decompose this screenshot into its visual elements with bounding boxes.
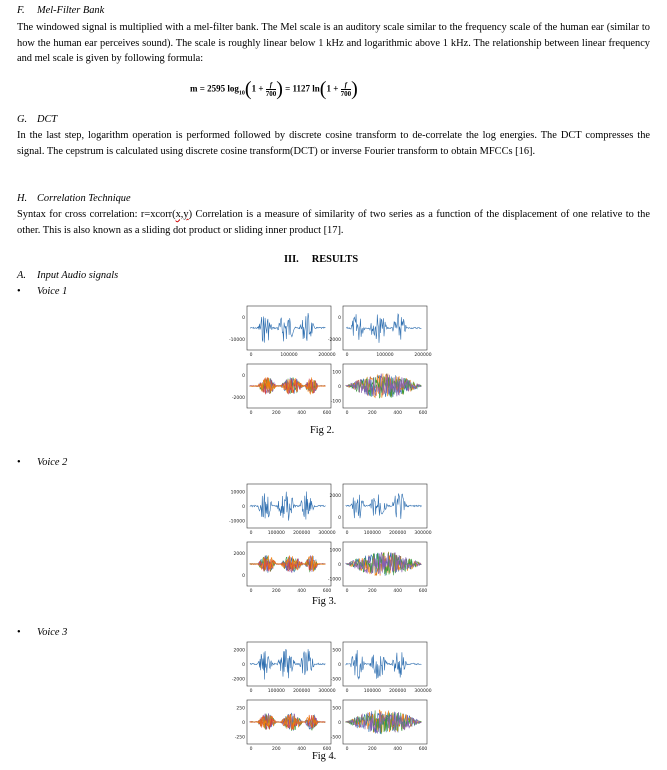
x-tick-label: 200 <box>368 589 377 594</box>
section-h-paragraph <box>17 207 650 238</box>
formula-fraction <box>266 81 277 98</box>
y-tick-label: 0 <box>338 563 341 568</box>
panel-waveform-a <box>229 306 336 358</box>
y-tick-label: -500 <box>330 677 341 683</box>
bullet-dot: • <box>17 627 21 638</box>
formula-one: 1 + <box>251 83 264 94</box>
x-tick-label: 0 <box>249 689 253 694</box>
y-tick-label: 2000 <box>233 648 245 654</box>
formula-frac-num-2: f <box>341 81 352 90</box>
panel-waveform-b <box>330 484 432 536</box>
section-g-title: DCT <box>37 114 58 125</box>
y-tick-label: 0 <box>338 516 341 521</box>
y-tick-label: 0 <box>338 663 341 668</box>
x-tick-label: 200 <box>368 411 377 416</box>
x-tick-label: 200000 <box>318 353 336 358</box>
bullet-voice-3 <box>17 627 67 638</box>
section-h-para-b: x,y <box>175 209 189 220</box>
x-tick-label: 400 <box>393 589 402 594</box>
x-tick-label: 0 <box>345 531 349 536</box>
formula-fraction-2 <box>341 81 352 98</box>
section-h-heading <box>17 193 131 204</box>
panel-features-b <box>328 542 428 594</box>
y-tick-label: 500 <box>332 706 341 712</box>
x-tick-label: 600 <box>322 747 332 752</box>
y-tick-label: 0 <box>338 385 341 390</box>
y-tick-label: 250 <box>236 706 245 712</box>
formula-paren-close-2: ) <box>351 78 358 100</box>
panel-features-a <box>235 700 332 752</box>
x-tick-label: 600 <box>322 589 332 594</box>
x-tick-label: 200 <box>272 747 281 752</box>
voice-1-label: Voice 1 <box>37 286 68 297</box>
panel-waveform-b <box>331 642 432 694</box>
figure-2-panels <box>229 306 432 416</box>
formula-frac-den-2: 700 <box>340 90 352 98</box>
figure-4 <box>215 636 437 754</box>
results-title: RESULTS <box>311 254 359 265</box>
subsection-a-heading <box>17 270 118 281</box>
y-tick-label: 0 <box>242 505 245 510</box>
x-tick-label: 300000 <box>414 531 432 536</box>
x-tick-label: 100000 <box>363 689 381 694</box>
x-tick-label: 200000 <box>389 689 407 694</box>
x-tick-label: 0 <box>345 689 349 694</box>
y-tick-label: 500 <box>332 648 341 654</box>
formula-paren-close: ) <box>276 78 283 100</box>
y-tick-label: 0 <box>242 316 245 321</box>
x-tick-label: 0 <box>249 353 253 358</box>
figure-2 <box>215 300 435 424</box>
section-f-paragraph: The windowed signal is multiplied with a mel-filter bank. The Mel scale is an auditory scale similar to the frequency scale of the human ear (similar to how the human ear perceives sound). The scale is roughly linear below 1 kHz and logarithmic above 1 kHz. The relationship between linear frequency and mel scale is given by following formula: <box>17 22 650 65</box>
x-tick-label: 600 <box>418 589 428 594</box>
bullet-dot: • <box>17 457 21 468</box>
y-tick-label: 0 <box>338 316 341 321</box>
y-tick-label: -10000 <box>229 519 245 525</box>
x-tick-label: 0 <box>345 353 349 358</box>
y-tick-label: 0 <box>242 663 245 668</box>
x-tick-label: 600 <box>418 411 428 416</box>
panel-waveform-a <box>229 484 336 536</box>
section-h-para-c: ) Correlation is a measure of similarity of two series as a function of the displacement of one relative to the other. This is also known as a sliding dot product or sliding inner product [17]. <box>17 209 650 236</box>
section-f-heading <box>17 5 104 16</box>
y-tick-label: 0 <box>242 574 245 579</box>
x-tick-label: 100000 <box>363 531 381 536</box>
section-f-letter: F. <box>17 5 25 16</box>
voice-3-label: Voice 3 <box>37 627 68 638</box>
y-tick-label: -10000 <box>229 338 245 343</box>
x-tick-label: 100000 <box>280 353 298 358</box>
y-tick-label: -1000 <box>327 577 341 583</box>
x-tick-label: 300000 <box>318 531 336 536</box>
y-tick-label: -2000 <box>327 338 341 343</box>
x-tick-label: 400 <box>393 747 402 752</box>
formula-lhs: m = 2595 log <box>190 83 239 94</box>
x-tick-label: 200000 <box>414 353 432 358</box>
x-tick-label: 400 <box>297 411 306 416</box>
x-tick-label: 200000 <box>293 531 311 536</box>
section-h-para-a: Syntax for cross correlation: r=xcorr( <box>17 209 176 220</box>
mel-formula <box>190 78 358 101</box>
section-g-heading <box>17 114 57 125</box>
x-tick-label: 200000 <box>389 531 407 536</box>
y-tick-label: 0 <box>242 374 245 379</box>
x-tick-label: 0 <box>345 589 349 594</box>
results-num: III. <box>284 254 299 265</box>
x-tick-label: 0 <box>249 747 253 752</box>
x-tick-label: 100000 <box>267 689 285 694</box>
y-tick-label: -250 <box>234 735 245 741</box>
section-h-letter: H. <box>17 193 28 204</box>
y-tick-label: 0 <box>338 721 341 726</box>
voice-2-label: Voice 2 <box>37 457 68 468</box>
bullet-voice-1 <box>17 286 67 297</box>
x-tick-label: 0 <box>249 531 253 536</box>
formula-sub: 10 <box>238 90 245 97</box>
figure-4-caption: Fig 4. <box>312 751 337 762</box>
figure-3 <box>215 478 435 602</box>
panel-waveform-a <box>232 642 336 694</box>
y-tick-label: 2000 <box>329 494 341 499</box>
section-g-letter: G. <box>17 114 28 125</box>
figure-3-caption: Fig 3. <box>312 596 337 607</box>
y-tick-label: -2000 <box>231 677 245 683</box>
x-tick-label: 400 <box>393 411 402 416</box>
y-tick-label: 1000 <box>329 548 341 554</box>
x-tick-label: 300000 <box>414 689 432 694</box>
formula-mid: = 1127 ln <box>285 83 320 94</box>
y-tick-label: 0 <box>242 721 245 726</box>
x-tick-label: 400 <box>297 747 306 752</box>
y-tick-label: -500 <box>330 735 341 741</box>
x-tick-label: 0 <box>345 411 349 416</box>
panel-features-a <box>232 364 332 416</box>
x-tick-label: 600 <box>322 411 332 416</box>
y-tick-label: 100 <box>332 370 341 376</box>
y-tick-label: 10000 <box>230 490 245 496</box>
x-tick-label: 0 <box>249 411 253 416</box>
x-tick-label: 200 <box>272 589 281 594</box>
x-tick-label: 0 <box>249 589 253 594</box>
formula-frac-num: f <box>266 81 277 90</box>
x-tick-label: 200 <box>368 747 377 752</box>
panel-features-a <box>234 542 332 594</box>
section-h-title: Correlation Technique <box>37 193 131 204</box>
panel-waveform-b-frame <box>343 306 427 350</box>
figure-3-panels <box>229 484 432 594</box>
x-tick-label: 100000 <box>376 353 394 358</box>
figure-2-caption: Fig 2. <box>310 425 335 436</box>
y-tick-label: -2000 <box>231 396 245 401</box>
x-tick-label: 300000 <box>318 689 336 694</box>
section-g-paragraph: In the last step, logarithm operation is performed followed by discrete cosine transform to de-correlate the log energies. The DCT compresses the signal. The cepstrum is calculated using discrete cosine transform(DCT) or inverse Fourier transform to obtain MFCCs [16]. <box>17 130 650 157</box>
x-tick-label: 400 <box>297 589 306 594</box>
subsection-a-letter: A. <box>17 270 26 281</box>
formula-paren-open-2: ( <box>319 78 327 100</box>
y-tick-label: -100 <box>330 399 341 405</box>
subsection-a-title: Input Audio signals <box>37 270 119 281</box>
panel-waveform-b <box>328 306 432 358</box>
figure-4-panels <box>232 642 432 752</box>
x-tick-label: 600 <box>418 747 428 752</box>
x-tick-label: 0 <box>345 747 349 752</box>
section-f-title: Mel-Filter Bank <box>37 5 105 16</box>
x-tick-label: 200 <box>272 411 281 416</box>
bullet-dot: • <box>17 286 21 297</box>
results-heading <box>284 254 358 265</box>
panel-features-b <box>331 700 428 752</box>
y-tick-label: 2000 <box>233 552 245 557</box>
formula-frac-den: 700 <box>265 90 277 98</box>
bullet-voice-2 <box>17 457 67 468</box>
formula-one-2: 1 + <box>326 83 339 94</box>
x-tick-label: 100000 <box>267 531 285 536</box>
x-tick-label: 200000 <box>293 689 311 694</box>
panel-features-b <box>331 364 428 416</box>
formula-paren-open: ( <box>244 78 252 100</box>
